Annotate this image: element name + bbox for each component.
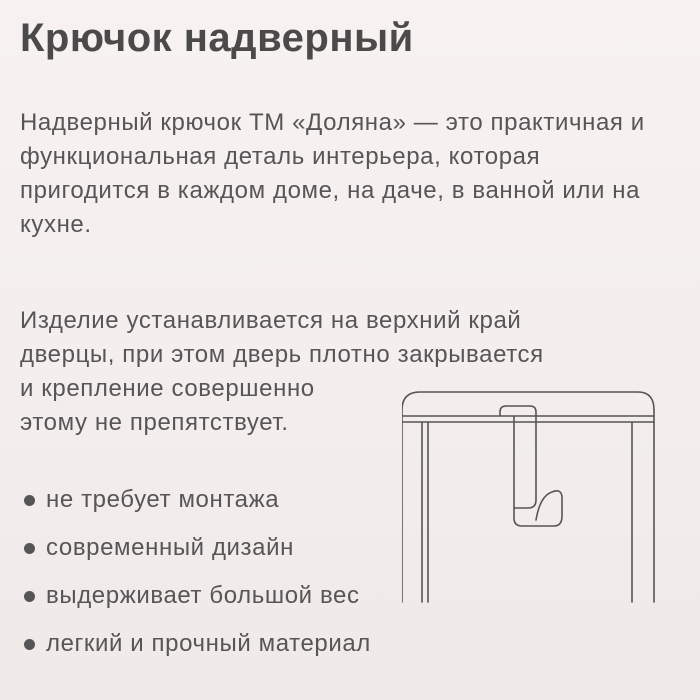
bullet-icon (24, 543, 35, 554)
list-item (22, 624, 371, 672)
hook-shape (500, 406, 562, 526)
list-item (22, 576, 371, 624)
installation-line: этому не препятствует. (20, 409, 289, 436)
feature-text: современный дизайн (46, 534, 294, 561)
list-item (22, 480, 371, 528)
installation-line: и крепление совершенно (20, 375, 315, 402)
page-title: Крючок надверный (20, 16, 414, 60)
cabinet-outline (402, 392, 654, 602)
installation-line: дверцы, при этом дверь плотно закрывается (20, 341, 544, 368)
feature-text: не требует монтажа (46, 486, 280, 513)
installation-line: Изделие устанавливается на верхний край (20, 307, 522, 334)
features-list (22, 480, 371, 672)
bullet-icon (24, 591, 35, 602)
bullet-icon (24, 639, 35, 650)
feature-text: выдерживает большой вес (46, 582, 360, 609)
bullet-icon (24, 495, 35, 506)
intro-paragraph: Надверный крючок ТМ «Доляна» — это практичная и функциональная деталь интерьера, которая пригодится в каждом доме, на даче, в ванной или на кухне. (20, 109, 645, 238)
feature-text: легкий и прочный материал (46, 630, 371, 657)
list-item (22, 528, 371, 576)
door-hook-illustration (402, 388, 658, 604)
